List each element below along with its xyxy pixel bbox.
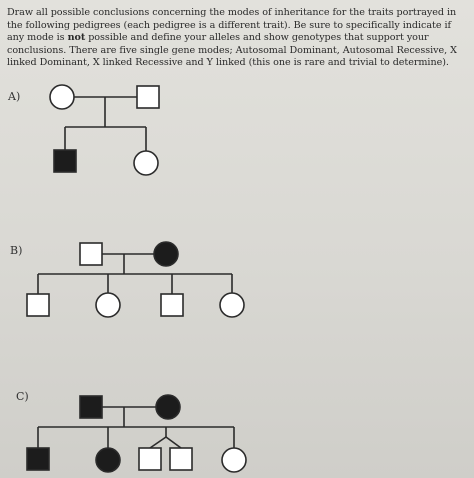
pedigree-b-son-1: [27, 294, 49, 316]
question-part-1: Draw all possible conclusions concerning the modes of inheritance for the traits portrayed in the following pedigrees (each pedigree is a different trait). Be sure to specifically indicate if any mode is: [7, 7, 457, 44]
pedigree-c: [27, 395, 246, 472]
pedigree-b-daughter-2: [220, 293, 244, 317]
pedigree-c-affected-daughter: [96, 448, 120, 472]
pedigree-b-affected-mother: [154, 242, 178, 266]
pedigree-c-twin-son-1: [139, 448, 161, 470]
question-part-2: possible and define your alleles and show genotypes that support your conclusions. There are five single gene modes; Autosomal Dominant, Autosomal Recessive, X linked Dominant, X linked Recessive and Y linked (this one is rare and trivial to determine).: [7, 32, 457, 69]
pedigree-c-label: C): [16, 390, 29, 403]
pedigree-a-mother: [50, 85, 74, 109]
pedigree-c-twin-son-2: [170, 448, 192, 470]
pedigree-a-daughter: [134, 151, 158, 175]
pedigree-b-son-2: [161, 294, 183, 316]
pedigree-a-affected-son: [54, 150, 76, 172]
pedigree-c-affected-father: [80, 396, 102, 418]
pedigree-c-twin-branch-1: [150, 437, 166, 448]
pedigree-c-twin-branch-2: [166, 437, 181, 448]
pedigree-a: [50, 85, 159, 175]
pedigree-c-daughter: [222, 448, 246, 472]
pedigree-b-daughter-1: [96, 293, 120, 317]
pedigree-c-affected-mother: [156, 395, 180, 419]
pedigree-a-label: A): [8, 90, 21, 103]
pedigree-b-label: B): [10, 244, 23, 257]
question-emphasis: not: [67, 32, 86, 44]
pedigree-b-father: [80, 243, 102, 265]
pedigree-a-father: [137, 86, 159, 108]
pedigree-c-affected-son: [27, 448, 49, 470]
pedigree-b: [27, 242, 244, 317]
